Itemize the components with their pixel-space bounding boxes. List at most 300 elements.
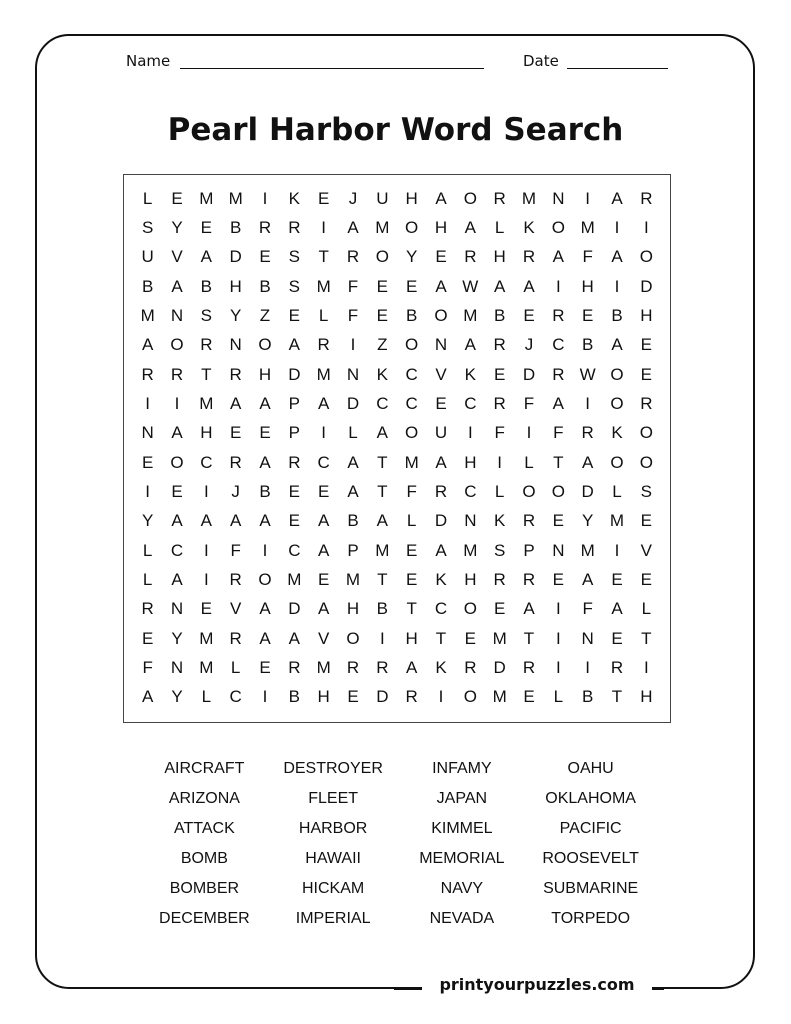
grid-letter: B [405,305,418,325]
grid-letter: I [614,217,620,237]
grid-letter: S [640,481,652,501]
grid-letter: C [552,335,565,355]
grid-letter: R [229,569,242,589]
grid-letter: O [463,188,477,208]
grid-letter: A [611,188,623,208]
grid-letter: E [200,599,212,619]
grid-letter: B [288,687,300,707]
grid-letter: T [377,569,388,589]
grid-letter: T [318,247,329,267]
grid-letter: A [523,276,535,296]
grid-letter: R [581,423,594,443]
grid-letter: Y [171,217,183,237]
grid-letter: N [581,628,594,648]
grid-letter: R [258,217,272,237]
grid-letter: K [493,511,506,531]
grid-letter: A [493,276,506,296]
grid-letter: O [610,452,624,472]
grid-letter: H [405,188,418,208]
word-list-item: JAPAN [436,790,488,807]
grid-letter: A [171,276,183,296]
grid-letter: E [288,481,300,501]
grid-letter: A [435,276,447,296]
word-list-item: MEMORIAL [419,850,505,867]
grid-letter: I [643,217,649,237]
grid-letter: R [522,247,536,267]
grid-letter: C [405,364,418,384]
grid-letter: C [170,540,184,560]
grid-letter: I [262,540,268,560]
grid-letter: M [140,305,155,325]
grid-letter: I [643,657,649,677]
grid-letter: O [639,452,653,472]
grid-letter: M [492,687,507,707]
grid-letter: E [200,217,212,237]
grid-letter: S [141,217,154,237]
grid-letter: A [259,452,271,472]
grid-letter: A [435,452,447,472]
grid-letter: K [435,657,447,677]
grid-letter: K [464,364,476,384]
name-label: Name [126,52,171,70]
grid-letter: R [552,364,565,384]
grid-letter: N [552,188,565,208]
grid-letter: R [464,247,477,267]
grid-letter: R [493,569,506,589]
grid-letter: A [171,511,183,531]
date-label: Date [523,52,559,70]
grid-letter: M [580,540,595,560]
grid-letter: F [347,305,359,325]
grid-letter: A [611,247,623,267]
grid-letter: R [552,305,565,325]
grid-letter: B [611,305,623,325]
grid-letter: V [640,540,652,560]
grid-letter: O [170,335,184,355]
grid-letter: T [377,452,388,472]
word-list-item: DESTROYER [283,760,383,777]
grid-letter: D [229,247,242,267]
grid-letter: K [435,569,447,589]
word-list-item: BOMB [180,850,228,867]
grid-letter: Y [581,511,594,531]
word-list-item: OKLAHOMA [545,790,636,807]
grid-letter: E [523,305,535,325]
grid-letter: A [552,247,564,267]
grid-letter: E [640,364,652,384]
grid-letter: L [142,569,153,589]
grid-letter: B [229,217,242,237]
grid-letter: R [493,393,506,413]
grid-letter: E [171,188,183,208]
grid-letter: V [171,247,183,267]
grid-letter: E [552,569,564,589]
grid-letter: H [581,276,594,296]
grid-letter: O [434,305,448,325]
grid-letter: S [200,305,212,325]
grid-letter: N [346,364,360,384]
grid-letter: B [259,481,271,501]
grid-letter: T [523,628,535,648]
grid-letter: P [288,423,300,443]
grid-letter: A [376,423,388,443]
grid-letter: L [494,217,505,237]
grid-letter: S [493,540,506,560]
word-list-item: NAVY [440,880,484,897]
word-list-item: BOMBER [169,880,240,897]
grid-letter: W [579,364,596,384]
word-list-item: PACIFIC [559,820,622,837]
grid-letter: C [200,452,213,472]
grid-letter: L [406,511,417,531]
grid-letter: A [141,335,154,355]
page-title: Pearl Harbor Word Search [167,112,624,148]
grid-letter: R [141,364,154,384]
grid-letter: E [229,423,242,443]
grid-letter: R [288,217,301,237]
grid-letter: B [581,335,594,355]
grid-letter: B [376,599,388,619]
grid-letter: N [229,335,242,355]
grid-letter: F [494,423,505,443]
grid-letter: A [435,540,447,560]
grid-letter: H [229,276,242,296]
grid-letter: Z [259,305,271,325]
grid-letter: P [288,393,300,413]
grid-letter: A [229,511,242,531]
grid-letter: E [640,511,652,531]
grid-letter: T [377,481,388,501]
grid-letter: Y [171,687,183,707]
grid-letter: J [348,188,358,208]
grid-letter: R [522,511,536,531]
letter-grid [133,184,661,712]
grid-letter: I [262,188,268,208]
name-line [180,68,484,69]
grid-letter: O [258,569,272,589]
grid-letter: I [585,188,591,208]
grid-letter: I [614,540,620,560]
grid-letter: E [259,423,271,443]
grid-letter: M [199,657,214,677]
grid-letter: N [170,657,184,677]
grid-letter: E [171,481,183,501]
grid-letter: A [464,217,476,237]
grid-letter: O [610,393,624,413]
grid-letter: K [523,217,535,237]
grid-letter: F [230,540,241,560]
word-list-item: HICKAM [302,880,365,897]
grid-letter: E [493,599,506,619]
grid-letter: U [434,423,448,443]
grid-letter: A [347,217,359,237]
grid-letter: E [259,657,271,677]
grid-letter: E [405,569,418,589]
grid-letter: I [585,393,591,413]
grid-letter: D [581,481,594,501]
grid-letter: R [200,335,213,355]
grid-letter: M [199,628,214,648]
grid-letter: Y [405,247,418,267]
grid-letter: R [464,657,477,677]
grid-letter: A [347,452,359,472]
grid-letter: E [611,628,623,648]
grid-letter: E [493,364,506,384]
grid-letter: B [259,276,271,296]
grid-letter: R [346,247,360,267]
grid-letter: A [259,393,271,413]
grid-letter: D [346,393,360,413]
grid-letter: P [347,540,359,560]
grid-letter: O [170,452,184,472]
grid-letter: R [493,188,506,208]
grid-letter: T [201,364,212,384]
grid-letter: L [142,540,153,560]
grid-letter: E [552,511,564,531]
grid-letter: O [463,687,477,707]
word-list-item: TORPEDO [551,910,631,927]
grid-letter: K [288,188,300,208]
grid-letter: I [467,423,473,443]
word-list-item: ARIZONA [168,790,240,807]
grid-letter: E [523,687,535,707]
grid-letter: E [376,305,388,325]
grid-letter: F [582,247,593,267]
grid-letter: I [145,393,151,413]
grid-letter: A [229,393,242,413]
grid-letter: E [405,540,418,560]
grid-letter: M [375,217,390,237]
grid-letter: D [288,599,301,619]
grid-letter: I [203,481,209,501]
word-list-item: ROOSEVELT [542,850,639,867]
grid-letter: M [287,569,302,589]
grid-letter: M [404,452,419,472]
grid-letter: R [640,188,653,208]
grid-letter: E [435,247,447,267]
grid-letter: O [346,628,360,648]
grid-letter: I [262,687,268,707]
grid-letter: C [229,687,242,707]
grid-letter: S [288,247,300,267]
grid-letter: E [435,393,447,413]
grid-letter: E [141,628,154,648]
grid-letter: H [640,687,653,707]
grid-letter: W [462,276,479,296]
grid-letter: F [347,276,359,296]
grid-letter: I [555,276,561,296]
grid-letter: R [170,364,184,384]
grid-letter: I [321,217,327,237]
grid-letter: A [581,569,594,589]
grid-letter: O [610,364,624,384]
grid-letter: T [553,452,564,472]
grid-letter: M [492,628,507,648]
puzzle-grid-box [123,174,671,723]
grid-letter: O [639,423,653,443]
grid-letter: R [376,657,389,677]
grid-letter: K [611,423,623,443]
grid-letter: I [555,657,561,677]
grid-letter: L [494,481,505,501]
grid-letter: E [376,276,388,296]
grid-letter: R [141,599,154,619]
grid-letter: A [200,511,212,531]
grid-letter: R [522,569,536,589]
grid-letter: A [259,511,271,531]
grid-letter: A [435,188,447,208]
grid-letter: V [229,599,242,619]
grid-letter: N [170,599,184,619]
grid-letter: A [171,423,183,443]
grid-letter: M [375,540,390,560]
grid-letter: E [581,305,594,325]
grid-letter: Y [171,628,183,648]
grid-letter: E [259,247,271,267]
grid-letter: E [317,188,330,208]
grid-letter: L [524,452,534,472]
grid-letter: A [317,393,330,413]
grid-letter: I [555,628,561,648]
word-list-item: NEVADA [429,910,495,927]
grid-letter: R [229,364,242,384]
grid-letter: I [614,276,620,296]
grid-letter: F [553,423,564,443]
grid-letter: E [288,511,300,531]
grid-letter: I [321,423,327,443]
grid-letter: E [611,569,623,589]
grid-letter: I [438,687,444,707]
grid-letter: A [376,511,388,531]
grid-letter: D [288,364,301,384]
grid-letter: L [318,305,329,325]
grid-letter: H [464,452,477,472]
grid-letter: N [434,335,448,355]
grid-letter: C [405,393,418,413]
word-list-item: ATTACK [174,820,235,837]
grid-letter: F [582,599,593,619]
grid-letter: M [199,393,214,413]
grid-letter: H [405,628,418,648]
grid-letter: A [464,335,476,355]
grid-letter: C [434,599,448,619]
grid-letter: A [552,393,564,413]
word-list-item: IMPERIAL [295,910,371,927]
word-list-item: DECEMBER [159,910,250,927]
grid-letter: M [345,569,361,589]
word-list [140,755,655,935]
grid-letter: L [230,657,241,677]
grid-letter: O [258,335,272,355]
grid-letter: O [375,247,389,267]
word-list-item: HARBOR [298,820,368,837]
grid-letter: L [142,188,153,208]
grid-letter: I [379,628,385,648]
grid-letter: P [523,540,535,560]
grid-letter: I [497,452,503,472]
grid-letter: F [406,481,417,501]
grid-letter: A [581,452,594,472]
grid-letter: H [493,247,506,267]
grid-letter: E [317,569,330,589]
grid-letter: B [200,276,212,296]
grid-letter: D [434,511,448,531]
grid-letter: R [346,657,360,677]
grid-letter: M [580,217,595,237]
grid-letter: H [464,569,477,589]
grid-letter: L [612,481,622,501]
grid-letter: C [317,452,330,472]
grid-letter: I [203,569,209,589]
grid-letter: A [317,599,330,619]
grid-letter: U [141,247,154,267]
grid-letter: R [493,335,506,355]
grid-letter: R [640,393,653,413]
grid-letter: L [641,599,652,619]
grid-letter: R [434,481,448,501]
grid-letter: R [288,452,301,472]
grid-letter: M [316,657,331,677]
grid-letter: H [200,423,213,443]
grid-letter: A [523,599,535,619]
grid-letter: O [639,247,653,267]
grid-letter: N [170,305,184,325]
grid-letter: M [609,511,625,531]
grid-letter: A [317,511,330,531]
grid-letter: E [640,335,652,355]
grid-letter: J [231,481,240,501]
grid-letter: Z [377,335,388,355]
grid-letter: A [259,628,271,648]
grid-letter: M [463,540,478,560]
grid-letter: N [464,511,477,531]
grid-letter: R [610,657,624,677]
grid-letter: D [522,364,536,384]
grid-letter: E [405,276,418,296]
word-list-item: OAHU [567,760,614,777]
grid-letter: E [640,569,652,589]
grid-letter: I [203,540,209,560]
word-list-item: KIMMEL [431,820,493,837]
grid-letter: F [523,393,535,413]
grid-letter: T [406,599,417,619]
footer-site: printyourpuzzles.com [422,975,652,994]
grid-letter: R [229,452,242,472]
grid-letter: M [316,276,331,296]
grid-letter: D [493,657,506,677]
word-list-item: FLEET [308,790,359,807]
grid-letter: A [611,335,623,355]
grid-letter: S [288,276,300,296]
grid-letter: M [316,364,331,384]
grid-letter: L [201,687,212,707]
grid-letter: R [522,657,536,677]
grid-letter: V [317,628,330,648]
grid-letter: C [288,540,301,560]
word-list-item: AIRCRAFT [164,760,245,777]
grid-letter: H [640,305,653,325]
grid-letter: O [405,335,419,355]
grid-letter: M [228,188,243,208]
grid-letter: A [611,599,623,619]
date-line [567,68,668,69]
grid-letter: H [258,364,272,384]
grid-letter: E [288,305,300,325]
grid-letter: D [376,687,389,707]
grid-letter: N [552,540,565,560]
grid-letter: D [640,276,653,296]
grid-letter: E [464,628,476,648]
